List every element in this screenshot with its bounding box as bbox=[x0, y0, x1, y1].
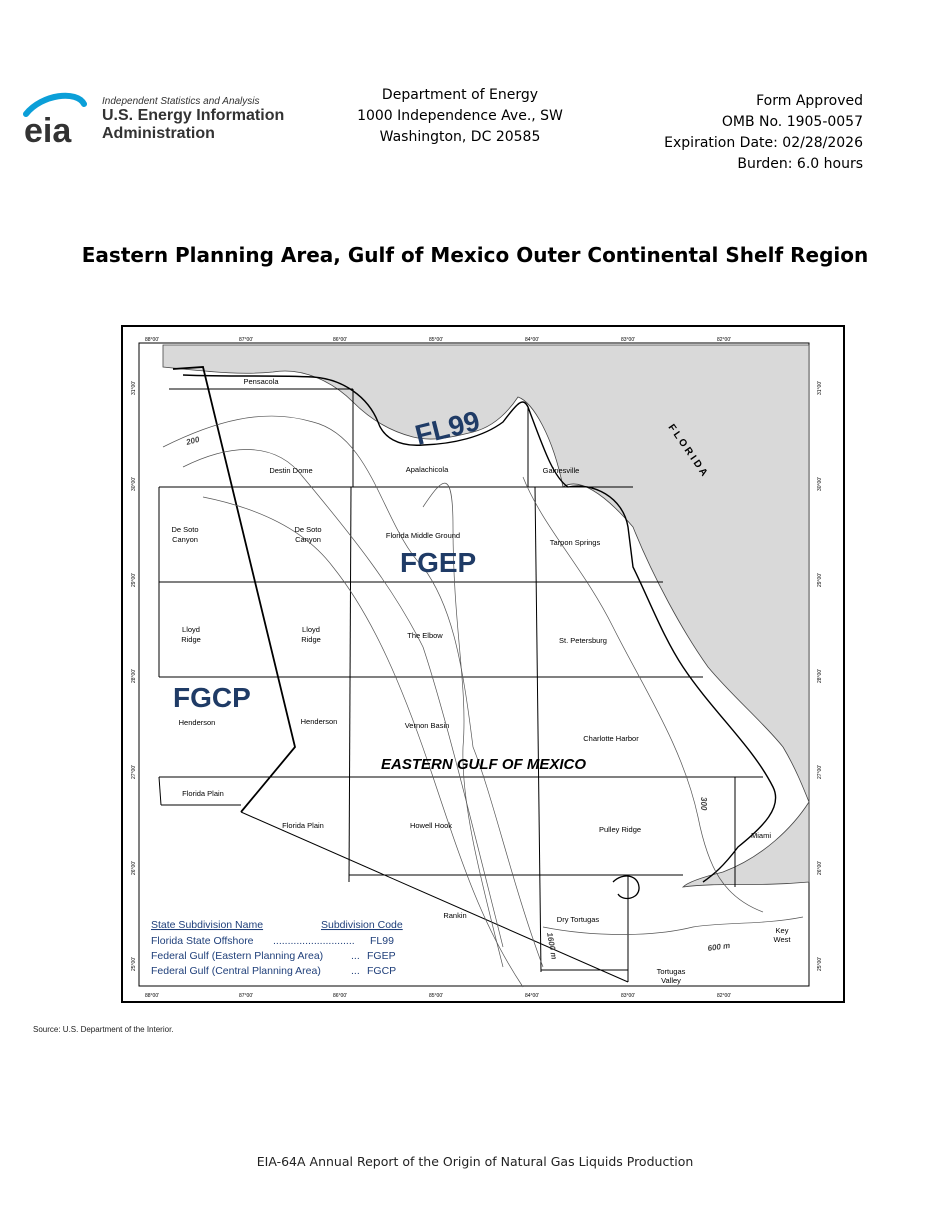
area-desoto-west-2: Canyon bbox=[172, 535, 198, 544]
right-tick: 25°00' bbox=[817, 956, 823, 971]
area-lloyd-west-2: Ridge bbox=[181, 635, 201, 644]
department-address bbox=[340, 85, 580, 148]
top-tick: 86°00' bbox=[333, 337, 348, 343]
code-fgep: FGEP bbox=[400, 547, 477, 578]
eia-logo-icon bbox=[22, 92, 107, 152]
area-st-petersburg: St. Petersburg bbox=[559, 636, 607, 645]
area-desoto-east-2: Canyon bbox=[295, 535, 321, 544]
right-tick: 30°00' bbox=[817, 476, 823, 491]
area-miami: Miami bbox=[751, 831, 771, 840]
legend-row-name: Federal Gulf (Eastern Planning Area) bbox=[151, 950, 324, 962]
area-tortugas-valley-2: Valley bbox=[661, 976, 681, 985]
area-florida-plain-east: Florida Plain bbox=[282, 821, 324, 830]
top-tick: 83°00' bbox=[621, 337, 636, 343]
right-tick: 27°00' bbox=[817, 764, 823, 779]
left-tick: 27°00' bbox=[131, 764, 137, 779]
source-note: Source: U.S. Department of the Interior. bbox=[33, 1025, 174, 1034]
left-tick: 30°00' bbox=[131, 476, 137, 491]
area-key-west-1: Key bbox=[775, 926, 789, 935]
area-lloyd-east-2: Ridge bbox=[301, 635, 321, 644]
department-line3: Washington, DC 20585 bbox=[379, 129, 541, 145]
code-fl99: FL99 bbox=[411, 404, 483, 451]
florida-keys-land bbox=[683, 802, 809, 887]
area-destin-dome: Destin Dome bbox=[269, 466, 313, 475]
code-fgcp: FGCP bbox=[173, 682, 251, 713]
approval-line2: OMB No. 1905-0057 bbox=[721, 114, 863, 130]
tortugas-feature bbox=[613, 876, 639, 898]
area-key-west-2: West bbox=[773, 935, 791, 944]
area-tortugas-valley-1: Tortugas bbox=[656, 967, 686, 976]
bottom-tick: 83°00' bbox=[621, 993, 636, 999]
area-pensacola: Pensacola bbox=[243, 377, 279, 386]
depth-200: 200 bbox=[185, 434, 201, 447]
approval-line3: Expiration Date: 02/28/2026 bbox=[664, 135, 863, 151]
legend-row-code: FGEP bbox=[367, 950, 396, 962]
legend-row-code: FL99 bbox=[370, 935, 394, 947]
area-henderson-east: Henderson bbox=[300, 717, 338, 726]
bottom-tick: 84°00' bbox=[525, 993, 540, 999]
approval-line1: Form Approved bbox=[756, 93, 863, 109]
bottom-tick: 88°00' bbox=[145, 993, 160, 999]
florida-land bbox=[163, 345, 809, 802]
area-the-elbow: The Elbow bbox=[407, 631, 443, 640]
legend-row-dots: ... bbox=[351, 965, 360, 977]
left-tick: 28°00' bbox=[131, 668, 137, 683]
area-lloyd-east-1: Lloyd bbox=[302, 625, 320, 634]
gulf-map bbox=[123, 327, 843, 1001]
bottom-tick: 85°00' bbox=[429, 993, 444, 999]
eia-name-line1: U.S. Energy Information bbox=[102, 107, 285, 124]
form-approval bbox=[664, 91, 863, 175]
bottom-tick: 86°00' bbox=[333, 993, 348, 999]
area-florida-plain-west: Florida Plain bbox=[182, 789, 224, 798]
bottom-tick: 82°00' bbox=[717, 993, 732, 999]
legend-row-name: Federal Gulf (Central Planning Area) bbox=[151, 965, 321, 977]
region-label: EASTERN GULF OF MEXICO bbox=[381, 756, 587, 773]
legend-row-name: Florida State Offshore bbox=[151, 935, 254, 947]
legend-row-dots: ............................ bbox=[273, 935, 355, 947]
left-tick: 26°00' bbox=[131, 860, 137, 875]
eia-tagline: Independent Statistics and Analysis bbox=[102, 96, 260, 107]
bottom-tick: 87°00' bbox=[239, 993, 254, 999]
left-tick: 29°00' bbox=[131, 572, 137, 587]
legend-row-code: FGCP bbox=[367, 965, 397, 977]
map-frame bbox=[121, 325, 845, 1003]
legend-header-code: Subdivision Code bbox=[321, 919, 403, 931]
area-desoto-west-1: De Soto bbox=[171, 525, 199, 534]
top-tick: 87°00' bbox=[239, 337, 254, 343]
right-tick: 29°00' bbox=[817, 572, 823, 587]
depth-1600: 1600 m bbox=[545, 931, 559, 961]
area-pulley-ridge: Pulley Ridge bbox=[598, 825, 642, 834]
legend-row-dots: ... bbox=[351, 950, 360, 962]
left-tick: 25°00' bbox=[131, 956, 137, 971]
top-tick: 82°00' bbox=[717, 337, 732, 343]
page-footer: EIA-64A Annual Report of the Origin of Natural Gas Liquids Production bbox=[256, 1154, 694, 1169]
area-henderson-west: Henderson bbox=[178, 718, 216, 727]
depth-300: 300 bbox=[699, 797, 708, 811]
map-legend bbox=[151, 919, 403, 977]
area-desoto-east-1: De Soto bbox=[294, 525, 322, 534]
area-tarpon-springs: Tarpon Springs bbox=[549, 538, 601, 547]
right-tick: 26°00' bbox=[817, 860, 823, 875]
page-title: Eastern Planning Area, Gulf of Mexico Outer Continental Shelf Region bbox=[81, 243, 869, 267]
florida-label: F L O R I D A bbox=[665, 422, 710, 479]
right-tick: 31°00' bbox=[817, 380, 823, 395]
left-tick: 31°00' bbox=[131, 380, 137, 395]
area-lloyd-west-1: Lloyd bbox=[182, 625, 200, 634]
eia-logo bbox=[22, 92, 312, 152]
area-dry-tortugas: Dry Tortugas bbox=[556, 915, 600, 924]
area-florida-middle-ground: Florida Middle Ground bbox=[385, 531, 461, 540]
top-tick: 84°00' bbox=[525, 337, 540, 343]
area-vernon-basin: Vernon Basin bbox=[404, 721, 450, 730]
area-charlotte-harbor: Charlotte Harbor bbox=[583, 734, 639, 743]
legend-header-name: State Subdivision Name bbox=[151, 919, 264, 931]
depth-600: 600 m bbox=[707, 940, 731, 953]
top-tick: 88°00' bbox=[145, 337, 160, 343]
eia-mark-text: eia bbox=[24, 112, 72, 150]
approval-line4: Burden: 6.0 hours bbox=[737, 156, 863, 172]
right-tick: 28°00' bbox=[817, 668, 823, 683]
area-gainesville: Gainesville bbox=[542, 466, 580, 475]
department-line2: 1000 Independence Ave., SW bbox=[357, 108, 563, 124]
top-tick: 85°00' bbox=[429, 337, 444, 343]
area-rankin: Rankin bbox=[443, 911, 467, 920]
area-apalachicola: Apalachicola bbox=[405, 465, 449, 474]
eia-name-line2: Administration bbox=[102, 125, 215, 142]
area-howell-hook: Howell Hook bbox=[409, 821, 453, 830]
department-line1: Department of Energy bbox=[381, 87, 539, 103]
